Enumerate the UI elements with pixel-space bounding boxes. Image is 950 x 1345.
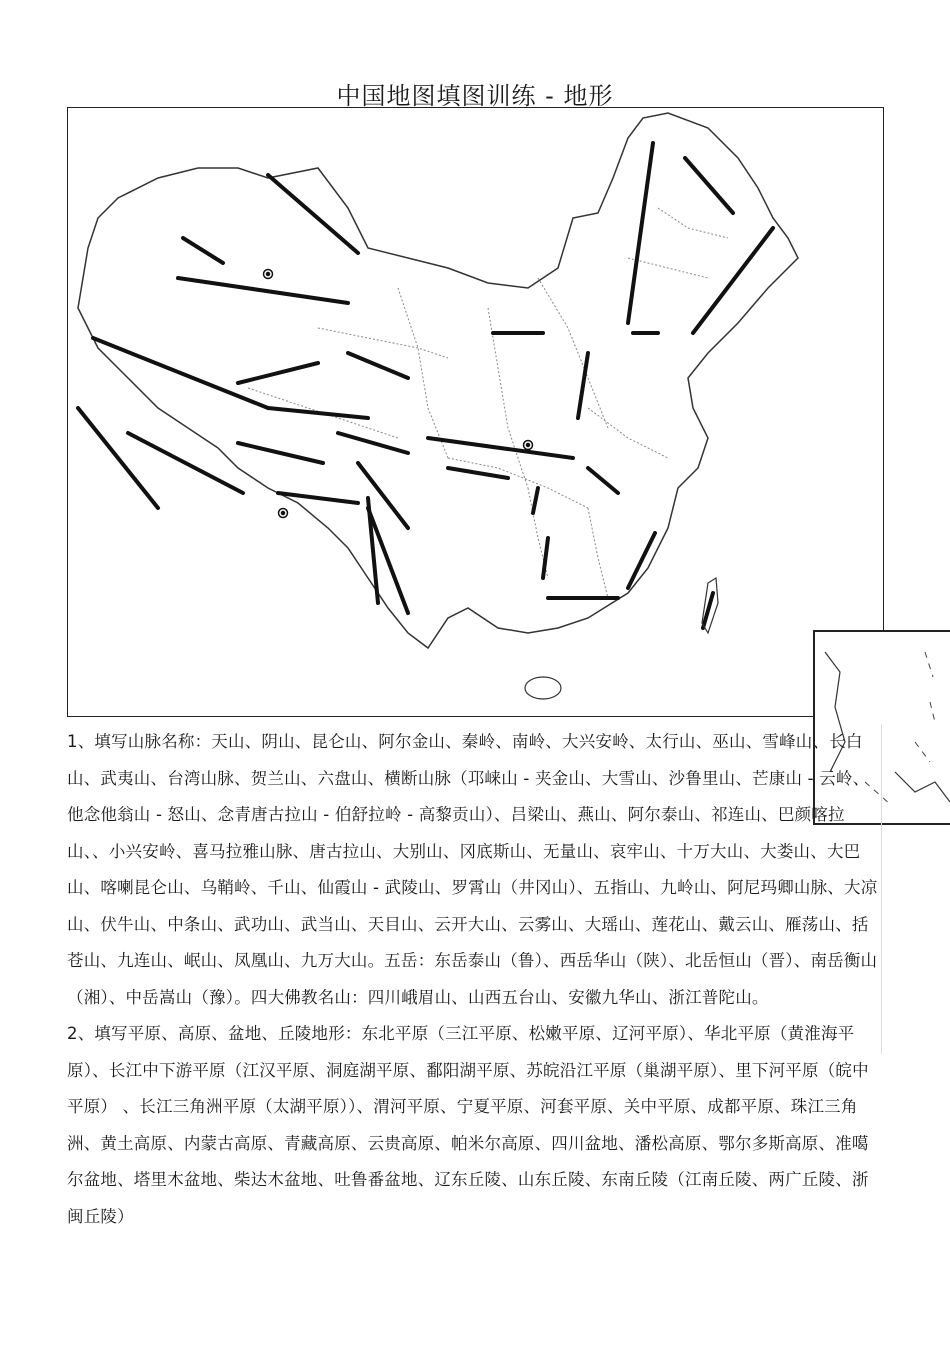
province-boundaries <box>248 208 728 598</box>
question-1: 1、填写山脉名称：天山、阴山、昆仑山、阿尔金山、秦岭、南岭、大兴安岭、太行山、巫山、雪峰山、长白山、武夷山、台湾山脉、贺兰山、六盘山、横断山脉（邛崃山 - 夹金山、大雪山、沙鲁里山、芒康山 - 云岭、他念他翁山 - 怒山、念青唐古拉山 - 伯舒拉岭 - 高黎贡山）、吕梁山、燕山、阿尔泰山、祁连山、巴颜喀拉山、、小兴安岭、喜马拉雅山脉、唐古拉山、大别山、冈底斯山、无量山、哀牢山、十万大山、大娄山、大巴山、喀喇昆仑山、乌鞘岭、千山、仙霞山 - 武陵山、罗霄山（井冈山）、五指山、九岭山、阿尼玛卿山脉、大凉山、伏牛山、中条山、武功山、武当山、天目山、云开大山、云雾山、大瑶山、莲花山、戴云山、雁荡山、括苍山、九连山、岷山、凤凰山、九万大山。五岳：东岳泰山（鲁）、西岳华山（陕）、北岳恒山（晋）、南岳衡山（湘）、中岳嵩山（豫）。四大佛教名山：四川峨眉山、山西五台山、安徽九华山、浙江普陀山。 <box>67 732 878 1007</box>
hainan-outline <box>525 677 561 699</box>
page-title: 中国地图填图训练 - 地形 <box>336 82 614 110</box>
exercise-instructions <box>67 724 882 1235</box>
city-markers <box>264 270 533 518</box>
question-2: 2、填写平原、高原、盆地、丘陵地形：东北平原（三江平原、松嫩平原、辽河平原）、华北平原（黄淮海平原）、长江中下游平原（江汉平原、洞庭湖平原、鄱阳湖平原、苏皖沿江平原（巢湖平原）、里下河平原（皖中平原） 、长江三角洲平原（太湖平原））、渭河平原、宁夏平原、河套平原、关中平原、成都平原、珠江三角洲、黄土高原、内蒙古高原、青藏高原、云贵高原、帕米尔高原、四川盆地、潘松高原、鄂尔多斯高原、准噶尔盆地、塔里木盆地、柴达木盆地、吐鲁番盆地、辽东丘陵、山东丘陵、东南丘陵（江南丘陵、两广丘陵、浙闽丘陵） <box>67 1024 869 1226</box>
country-outline <box>78 113 798 648</box>
map-drawing <box>68 108 883 716</box>
china-outline-map <box>67 107 884 717</box>
